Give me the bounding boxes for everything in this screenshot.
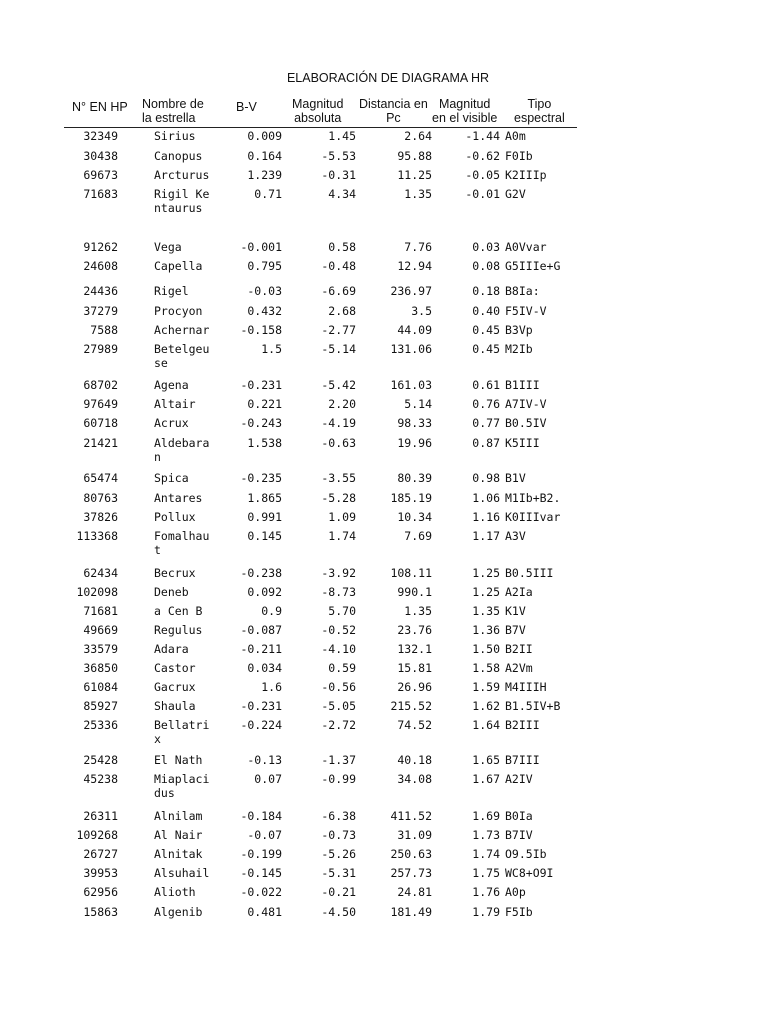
cell-dist: 44.09	[397, 323, 432, 337]
cell-dist: 236.97	[390, 284, 432, 298]
cell-dist: 40.18	[397, 753, 432, 767]
cell-name: Spica	[154, 471, 189, 485]
cell-bv: -0.231	[240, 699, 282, 713]
cell-hp: 24436	[83, 284, 118, 298]
cell-hp: 60718	[83, 416, 118, 430]
cell-abs: -6.69	[321, 284, 356, 298]
cell-bv: 0.9	[261, 604, 282, 618]
header-vis-line2: en el visible	[432, 111, 498, 125]
cell-vis: 1.75	[472, 866, 500, 880]
cell-dist: 11.25	[397, 168, 432, 182]
cell-hp: 65474	[83, 471, 118, 485]
cell-bv: -0.158	[240, 323, 282, 337]
cell-hp: 37279	[83, 304, 118, 318]
header-name-line2: la estrella	[142, 111, 196, 125]
cell-hp: 27989	[83, 342, 118, 356]
cell-bv: -0.231	[240, 378, 282, 392]
cell-hp: 26727	[83, 847, 118, 861]
cell-vis: -0.01	[465, 187, 500, 201]
header-divider	[64, 127, 577, 128]
cell-vis: 1.64	[472, 718, 500, 732]
cell-abs: -4.50	[321, 905, 356, 919]
cell-spec: B2II	[505, 642, 533, 656]
cell-dist: 7.69	[404, 529, 432, 543]
cell-bv: -0.238	[240, 566, 282, 580]
cell-bv: 1.239	[247, 168, 282, 182]
cell-bv: -0.224	[240, 718, 282, 732]
cell-bv: -0.03	[247, 284, 282, 298]
cell-name: Vega	[154, 240, 182, 254]
cell-spec: K5III	[505, 436, 540, 450]
cell-spec: B2III	[505, 718, 540, 732]
cell-dist: 34.08	[397, 772, 432, 786]
cell-bv: 0.71	[254, 187, 282, 201]
cell-vis: 1.62	[472, 699, 500, 713]
cell-abs: 2.20	[328, 397, 356, 411]
cell-abs: 1.45	[328, 129, 356, 143]
header-vis-line1: Magnitud	[438, 97, 491, 111]
cell-vis: 0.40	[472, 304, 500, 318]
cell-name: Rigel	[154, 284, 189, 298]
cell-name: Alnitak	[154, 847, 203, 861]
cell-bv: 0.795	[247, 259, 282, 273]
cell-spec: A2Ia	[505, 585, 533, 599]
cell-bv: 1.865	[247, 491, 282, 505]
header-bv	[236, 100, 257, 114]
header-abs	[292, 97, 343, 125]
cell-abs: -0.21	[321, 885, 356, 899]
cell-dist: 132.1	[397, 642, 432, 656]
cell-vis: 0.03	[472, 240, 500, 254]
cell-hp: 71681	[83, 604, 118, 618]
cell-name: Algenib	[154, 905, 203, 919]
cell-vis: -0.05	[465, 168, 500, 182]
cell-name: Bellatrix	[154, 718, 210, 746]
cell-hp: 37826	[83, 510, 118, 524]
cell-dist: 215.52	[390, 699, 432, 713]
cell-hp: 97649	[83, 397, 118, 411]
cell-hp: 33579	[83, 642, 118, 656]
cell-dist: 15.81	[397, 661, 432, 675]
cell-bv: 1.538	[247, 436, 282, 450]
cell-vis: 1.67	[472, 772, 500, 786]
cell-hp: 61084	[83, 680, 118, 694]
cell-name: Achernar	[154, 323, 210, 337]
cell-bv: -0.001	[240, 240, 282, 254]
cell-vis: -0.62	[465, 149, 500, 163]
cell-spec: M4IIIH	[505, 680, 547, 694]
cell-vis: -1.44	[465, 129, 500, 143]
cell-name: Shaula	[154, 699, 196, 713]
cell-abs: -5.14	[321, 342, 356, 356]
cell-spec: B1.5IV+B	[505, 699, 561, 713]
cell-vis: 0.98	[472, 471, 500, 485]
cell-hp: 24608	[83, 259, 118, 273]
cell-dist: 1.35	[404, 187, 432, 201]
page-title: ELABORACIÓN DE DIAGRAMA HR	[286, 71, 490, 85]
cell-spec: F0Ib	[505, 149, 533, 163]
cell-bv: 0.145	[247, 529, 282, 543]
cell-abs: 1.09	[328, 510, 356, 524]
cell-bv: -0.087	[240, 623, 282, 637]
cell-spec: G2V	[505, 187, 526, 201]
cell-bv: 0.164	[247, 149, 282, 163]
cell-vis: 0.18	[472, 284, 500, 298]
cell-spec: B8Ia:	[505, 284, 540, 298]
cell-bv: -0.211	[240, 642, 282, 656]
cell-abs: -5.28	[321, 491, 356, 505]
cell-abs: -5.26	[321, 847, 356, 861]
header-name	[142, 97, 204, 125]
cell-dist: 250.63	[390, 847, 432, 861]
cell-hp: 15863	[83, 905, 118, 919]
cell-hp: 49669	[83, 623, 118, 637]
cell-vis: 0.61	[472, 378, 500, 392]
cell-vis: 1.79	[472, 905, 500, 919]
cell-vis: 0.45	[472, 323, 500, 337]
cell-hp: 25336	[83, 718, 118, 732]
cell-bv: -0.022	[240, 885, 282, 899]
cell-hp: 32349	[83, 129, 118, 143]
cell-bv: -0.13	[247, 753, 282, 767]
cell-vis: 0.77	[472, 416, 500, 430]
cell-spec: A7IV-V	[505, 397, 547, 411]
cell-bv: 0.991	[247, 510, 282, 524]
cell-dist: 12.94	[397, 259, 432, 273]
cell-spec: K0IIIvar	[505, 510, 561, 524]
cell-name: Miaplacidus	[154, 772, 210, 800]
cell-hp: 39953	[83, 866, 118, 880]
cell-name: Arcturus	[154, 168, 210, 182]
cell-hp: 91262	[83, 240, 118, 254]
cell-spec: K2IIIp	[505, 168, 547, 182]
cell-hp: 36850	[83, 661, 118, 675]
cell-hp: 25428	[83, 753, 118, 767]
cell-vis: 0.76	[472, 397, 500, 411]
cell-vis: 1.25	[472, 566, 500, 580]
cell-name: Al Nair	[154, 828, 203, 842]
cell-name: Castor	[154, 661, 196, 675]
cell-abs: -3.92	[321, 566, 356, 580]
cell-name: Canopus	[154, 149, 203, 163]
cell-vis: 1.25	[472, 585, 500, 599]
cell-vis: 0.08	[472, 259, 500, 273]
cell-hp: 85927	[83, 699, 118, 713]
cell-name: Deneb	[154, 585, 189, 599]
cell-bv: 0.07	[254, 772, 282, 786]
cell-spec: B7IV	[505, 828, 533, 842]
cell-vis: 0.87	[472, 436, 500, 450]
cell-abs: 0.59	[328, 661, 356, 675]
cell-hp: 62434	[83, 566, 118, 580]
cell-name: Sirius	[154, 129, 196, 143]
cell-spec: B0.5III	[505, 566, 554, 580]
cell-vis: 1.73	[472, 828, 500, 842]
cell-abs: -6.38	[321, 809, 356, 823]
cell-spec: B3Vp	[505, 323, 533, 337]
cell-hp: 80763	[83, 491, 118, 505]
cell-name: Regulus	[154, 623, 203, 637]
cell-hp: 45238	[83, 772, 118, 786]
cell-hp: 68702	[83, 378, 118, 392]
cell-name: a Cen B	[154, 604, 203, 618]
cell-spec: B7V	[505, 623, 526, 637]
cell-spec: B0.5IV	[505, 416, 547, 430]
header-dist-line1: Distancia en	[359, 97, 428, 111]
cell-hp: 62956	[83, 885, 118, 899]
cell-vis: 1.69	[472, 809, 500, 823]
header-abs-line1: Magnitud	[292, 97, 344, 111]
header-bv-label: B-V	[236, 100, 257, 114]
cell-vis: 1.58	[472, 661, 500, 675]
cell-spec: O9.5Ib	[505, 847, 547, 861]
cell-hp: 71683	[83, 187, 118, 201]
cell-vis: 1.06	[472, 491, 500, 505]
cell-dist: 98.33	[397, 416, 432, 430]
cell-bv: 0.009	[247, 129, 282, 143]
header-spec-line1: Tipo	[527, 97, 552, 111]
cell-vis: 1.74	[472, 847, 500, 861]
cell-name: Procyon	[154, 304, 203, 318]
cell-vis: 1.59	[472, 680, 500, 694]
cell-bv: 0.034	[247, 661, 282, 675]
cell-dist: 1.35	[404, 604, 432, 618]
cell-spec: B1V	[505, 471, 526, 485]
cell-spec: M2Ib	[505, 342, 533, 356]
cell-name: Alsuhail	[154, 866, 210, 880]
cell-spec: M1Ib+B2.	[505, 491, 561, 505]
cell-dist: 131.06	[390, 342, 432, 356]
cell-name: Fomalhaut	[154, 529, 210, 557]
cell-abs: -0.63	[321, 436, 356, 450]
cell-name: Adara	[154, 642, 189, 656]
cell-hp: 109268	[76, 828, 118, 842]
cell-bv: -0.145	[240, 866, 282, 880]
cell-hp: 113368	[76, 529, 118, 543]
cell-bv: 1.6	[261, 680, 282, 694]
cell-hp: 102098	[76, 585, 118, 599]
cell-abs: -3.55	[321, 471, 356, 485]
cell-name: Aldebaran	[154, 436, 210, 464]
cell-abs: -0.52	[321, 623, 356, 637]
cell-bv: -0.07	[247, 828, 282, 842]
cell-name: Alnilam	[154, 809, 203, 823]
cell-bv: 0.221	[247, 397, 282, 411]
cell-dist: 19.96	[397, 436, 432, 450]
cell-vis: 0.45	[472, 342, 500, 356]
cell-name: Altair	[154, 397, 196, 411]
cell-abs: 5.70	[328, 604, 356, 618]
cell-spec: K1V	[505, 604, 526, 618]
cell-bv: 0.481	[247, 905, 282, 919]
cell-abs: -1.37	[321, 753, 356, 767]
cell-name: Gacrux	[154, 680, 196, 694]
cell-abs: -0.48	[321, 259, 356, 273]
cell-name: Becrux	[154, 566, 196, 580]
cell-dist: 185.19	[390, 491, 432, 505]
cell-hp: 69673	[83, 168, 118, 182]
cell-dist: 2.64	[404, 129, 432, 143]
cell-name: Betelgeuse	[154, 342, 210, 370]
cell-spec: WC8+O9I	[505, 866, 554, 880]
cell-spec: F5IV-V	[505, 304, 547, 318]
cell-name: Agena	[154, 378, 189, 392]
cell-name: Capella	[154, 259, 203, 273]
cell-bv: -0.235	[240, 471, 282, 485]
cell-dist: 24.81	[397, 885, 432, 899]
cell-vis: 1.35	[472, 604, 500, 618]
header-hp	[72, 100, 128, 114]
cell-abs: -0.31	[321, 168, 356, 182]
cell-dist: 411.52	[390, 809, 432, 823]
cell-bv: -0.184	[240, 809, 282, 823]
cell-abs: -0.73	[321, 828, 356, 842]
cell-abs: -5.53	[321, 149, 356, 163]
cell-abs: 1.74	[328, 529, 356, 543]
cell-dist: 26.96	[397, 680, 432, 694]
cell-name: Alioth	[154, 885, 196, 899]
cell-bv: -0.199	[240, 847, 282, 861]
cell-hp: 7588	[90, 323, 118, 337]
cell-dist: 80.39	[397, 471, 432, 485]
cell-abs: -4.19	[321, 416, 356, 430]
cell-abs: -4.10	[321, 642, 356, 656]
cell-vis: 1.65	[472, 753, 500, 767]
cell-vis: 1.76	[472, 885, 500, 899]
cell-dist: 257.73	[390, 866, 432, 880]
cell-abs: 2.68	[328, 304, 356, 318]
cell-abs: -5.31	[321, 866, 356, 880]
cell-dist: 108.11	[390, 566, 432, 580]
cell-spec: A2Vm	[505, 661, 533, 675]
cell-abs: -2.77	[321, 323, 356, 337]
cell-vis: 1.16	[472, 510, 500, 524]
header-spec-line2: espectral	[514, 111, 565, 125]
cell-dist: 161.03	[390, 378, 432, 392]
header-name-line1: Nombre de	[142, 97, 204, 111]
cell-abs: -8.73	[321, 585, 356, 599]
header-abs-line2: absoluta	[294, 111, 342, 125]
cell-name: Pollux	[154, 510, 196, 524]
cell-spec: A0m	[505, 129, 526, 143]
cell-dist: 23.76	[397, 623, 432, 637]
cell-spec: A0Vvar	[505, 240, 547, 254]
header-hp-label: N° EN HP	[72, 100, 128, 114]
header-spec	[514, 97, 565, 125]
cell-name: El Nath	[154, 753, 203, 767]
cell-dist: 7.76	[404, 240, 432, 254]
cell-abs: 0.58	[328, 240, 356, 254]
cell-dist: 74.52	[397, 718, 432, 732]
cell-spec: F5Ib	[505, 905, 533, 919]
cell-bv: -0.243	[240, 416, 282, 430]
cell-dist: 5.14	[404, 397, 432, 411]
header-dist-line2: Pc	[386, 111, 401, 125]
cell-abs: 4.34	[328, 187, 356, 201]
cell-name: Acrux	[154, 416, 189, 430]
cell-name: Antares	[154, 491, 203, 505]
cell-spec: A0p	[505, 885, 526, 899]
header-dist	[359, 97, 428, 125]
cell-hp: 26311	[83, 809, 118, 823]
cell-dist: 10.34	[397, 510, 432, 524]
header-vis	[432, 97, 497, 125]
cell-abs: -5.42	[321, 378, 356, 392]
cell-vis: 1.50	[472, 642, 500, 656]
cell-bv: 1.5	[261, 342, 282, 356]
cell-spec: B1III	[505, 378, 540, 392]
cell-abs: -0.99	[321, 772, 356, 786]
cell-hp: 30438	[83, 149, 118, 163]
cell-name: Rigil Kentaurus	[154, 187, 210, 215]
cell-vis: 1.17	[472, 529, 500, 543]
cell-vis: 1.36	[472, 623, 500, 637]
cell-abs: -0.56	[321, 680, 356, 694]
cell-bv: 0.432	[247, 304, 282, 318]
cell-spec: A2IV	[505, 772, 533, 786]
cell-dist: 31.09	[397, 828, 432, 842]
cell-dist: 3.5	[411, 304, 432, 318]
cell-spec: G5IIIe+G	[505, 259, 561, 273]
cell-spec: A3V	[505, 529, 526, 543]
cell-dist: 95.88	[397, 149, 432, 163]
cell-spec: B7III	[505, 753, 540, 767]
cell-abs: -2.72	[321, 718, 356, 732]
cell-bv: 0.092	[247, 585, 282, 599]
cell-spec: B0Ia	[505, 809, 533, 823]
cell-dist: 990.1	[397, 585, 432, 599]
cell-hp: 21421	[83, 436, 118, 450]
cell-dist: 181.49	[390, 905, 432, 919]
cell-abs: -5.05	[321, 699, 356, 713]
